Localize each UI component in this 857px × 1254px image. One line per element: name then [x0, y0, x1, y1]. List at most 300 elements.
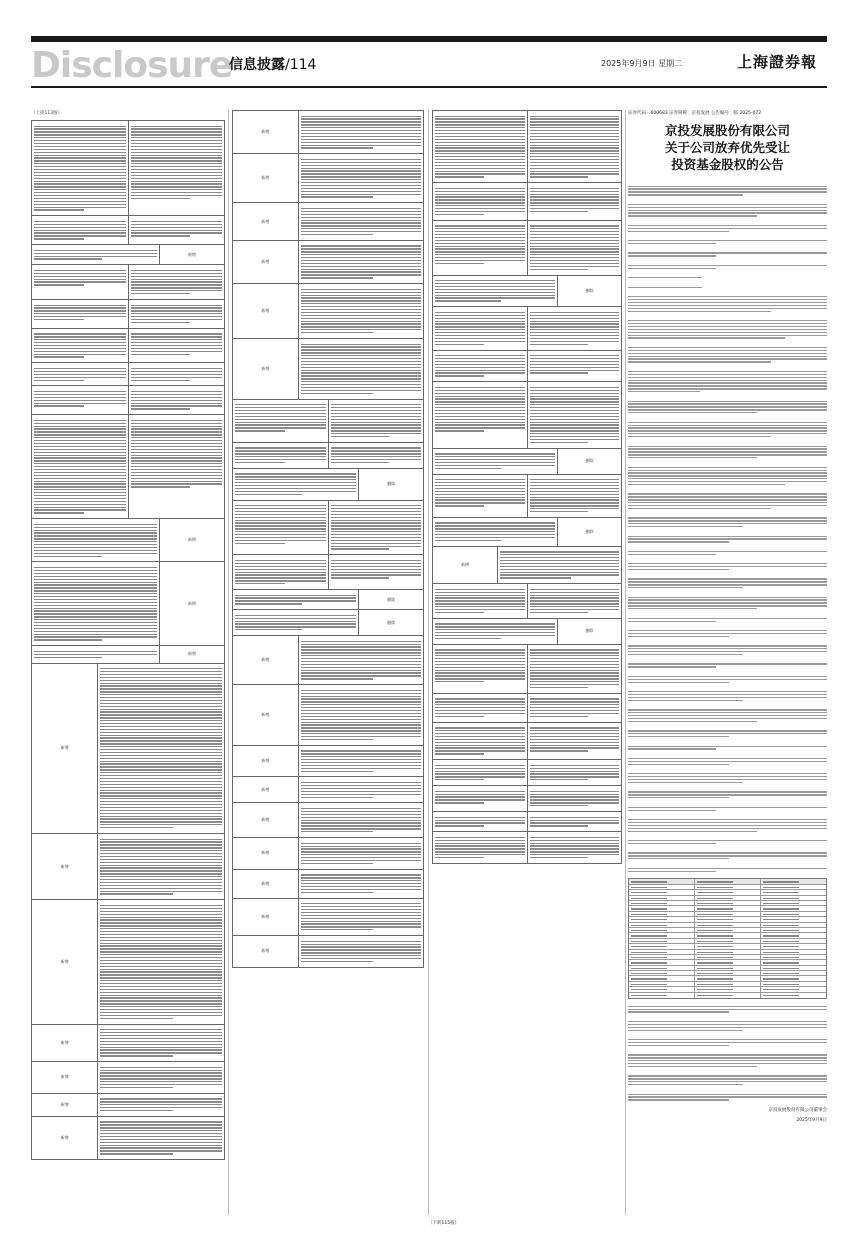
text-line	[34, 625, 157, 626]
text-line	[628, 1066, 757, 1067]
text-line	[628, 329, 827, 330]
text-line	[435, 315, 525, 316]
text-line	[435, 681, 484, 682]
text-line	[301, 162, 421, 163]
original-clause-cell	[32, 562, 159, 645]
text-line	[235, 422, 326, 423]
text-line	[435, 494, 525, 495]
text-line	[34, 169, 126, 170]
original-clause-cell	[433, 183, 527, 220]
text-line	[34, 313, 126, 314]
text-line	[34, 377, 126, 378]
text-block	[131, 331, 223, 358]
text-block	[131, 365, 223, 383]
text-line	[530, 344, 588, 345]
original-clause-cell	[32, 216, 128, 244]
text-line	[131, 305, 223, 306]
column-3	[432, 110, 622, 1215]
text-line	[301, 225, 421, 226]
text-line	[34, 605, 157, 606]
text-line	[34, 209, 84, 210]
change-label: 新增	[60, 1101, 69, 1107]
text-block	[628, 755, 827, 767]
text-line	[100, 752, 222, 753]
text-line	[100, 873, 222, 874]
financial-cell	[694, 917, 760, 921]
text-line	[34, 420, 126, 421]
text-line	[301, 188, 421, 189]
text-line	[530, 266, 620, 267]
article-paragraph	[628, 576, 827, 591]
text-block	[301, 243, 421, 281]
table-row	[433, 518, 621, 547]
revised-clause-cell	[128, 121, 225, 215]
text-line	[301, 179, 421, 180]
revised-clause-cell	[159, 646, 224, 662]
text-line	[628, 252, 827, 253]
original-clause-cell	[433, 382, 527, 447]
text-line	[100, 827, 173, 828]
text-line	[435, 121, 525, 122]
text-block	[435, 834, 525, 861]
text-line	[435, 318, 525, 319]
text-line	[131, 175, 223, 176]
text-line	[628, 255, 716, 256]
text-line	[435, 139, 525, 140]
text-line	[131, 281, 223, 282]
text-line	[34, 305, 126, 306]
text-block	[100, 1064, 222, 1091]
text-line	[131, 310, 223, 311]
original-clause-cell	[32, 519, 159, 561]
text-line	[628, 430, 827, 431]
article-paragraph	[628, 865, 827, 874]
text-line	[100, 726, 222, 727]
text-line	[34, 507, 126, 508]
text-line	[100, 1044, 222, 1045]
text-line	[100, 804, 222, 805]
revised-clause-cell	[328, 501, 424, 555]
text-line	[301, 877, 421, 878]
text-line	[301, 196, 373, 197]
text-line	[301, 378, 421, 379]
text-line	[628, 1099, 729, 1100]
text-line	[301, 678, 373, 679]
text-line	[100, 680, 222, 681]
text-line	[131, 449, 223, 450]
text-line	[628, 356, 827, 357]
text-line	[530, 422, 620, 423]
text-line	[530, 716, 588, 717]
text-block	[301, 638, 421, 682]
text-line	[435, 499, 525, 500]
text-line	[34, 495, 126, 496]
text-line	[34, 166, 126, 167]
text-line	[131, 126, 223, 127]
text-line	[131, 221, 223, 222]
text-line	[628, 721, 757, 722]
text-line	[530, 698, 620, 699]
original-clause-cell	[233, 636, 298, 684]
text-line	[100, 798, 222, 799]
text-line	[301, 222, 421, 223]
article-body-continued	[628, 1003, 827, 1103]
text-line	[301, 765, 421, 766]
text-line	[131, 230, 223, 231]
text-line	[100, 1041, 222, 1042]
text-line	[100, 668, 222, 669]
article-paragraph	[628, 222, 827, 234]
text-line	[331, 574, 422, 575]
text-block	[530, 834, 620, 861]
text-line	[331, 563, 422, 564]
original-clause-cell	[32, 245, 159, 264]
title-line-3: 投资基金股权的公告	[671, 157, 784, 172]
text-line	[628, 470, 827, 471]
text-line	[34, 163, 126, 164]
text-block	[628, 1073, 827, 1088]
text-line	[530, 393, 620, 394]
text-line	[628, 599, 827, 600]
table-row	[233, 610, 423, 636]
text-line	[100, 995, 222, 996]
table-row	[233, 838, 423, 870]
text-line	[530, 765, 620, 766]
text-line	[100, 1098, 222, 1099]
text-block	[34, 417, 126, 516]
text-line	[628, 1063, 827, 1064]
text-line	[500, 551, 619, 552]
text-line	[100, 1142, 222, 1143]
text-line	[131, 431, 223, 432]
change-label: 新增	[261, 175, 270, 181]
text-line	[100, 893, 173, 894]
text-line	[131, 160, 223, 161]
text-line	[34, 336, 126, 337]
text-line	[301, 257, 421, 258]
text-line	[435, 422, 525, 423]
text-line	[331, 520, 422, 521]
text-line	[435, 168, 525, 169]
text-line	[628, 523, 827, 524]
original-clause-cell	[433, 832, 527, 863]
text-line	[131, 163, 223, 164]
text-line	[34, 466, 126, 467]
text-line	[530, 502, 620, 503]
text-line	[435, 465, 555, 466]
text-line	[530, 410, 620, 411]
text-line	[435, 338, 525, 339]
text-line	[301, 670, 421, 671]
text-line	[34, 131, 126, 132]
text-line	[131, 172, 223, 173]
text-block	[628, 1052, 827, 1070]
article-paragraph	[628, 688, 827, 703]
text-line	[301, 387, 421, 388]
text-line	[435, 491, 525, 492]
financial-cell	[760, 976, 826, 980]
text-line	[628, 630, 827, 631]
text-line	[235, 600, 356, 601]
text-line	[34, 276, 126, 277]
text-line	[530, 338, 620, 339]
text-line	[435, 603, 525, 604]
text-line	[100, 720, 222, 721]
text-line	[628, 204, 827, 205]
text-line	[301, 785, 421, 786]
text-block	[628, 250, 827, 259]
text-line	[331, 410, 422, 411]
text-line	[628, 358, 827, 359]
text-line	[34, 183, 126, 184]
text-line	[301, 771, 373, 772]
text-line	[530, 733, 620, 734]
financial-cell	[629, 982, 694, 986]
text-line	[331, 522, 422, 523]
text-line	[530, 150, 620, 151]
text-line	[331, 459, 422, 460]
text-line	[100, 691, 222, 692]
text-line	[301, 370, 421, 371]
article-paragraph	[628, 1003, 827, 1015]
text-block	[435, 696, 525, 720]
text-line	[628, 1084, 743, 1085]
revised-clause-cell	[358, 590, 423, 609]
text-line	[301, 248, 421, 249]
text-line	[131, 339, 223, 340]
text-line	[628, 636, 729, 637]
text-line	[530, 176, 588, 177]
text-line	[500, 569, 619, 570]
table-row	[433, 812, 621, 832]
text-line	[100, 948, 222, 949]
text-line	[100, 1009, 222, 1010]
change-label: 删除	[585, 458, 594, 464]
text-line	[435, 750, 525, 751]
revised-clause-cell	[298, 339, 423, 399]
text-line	[301, 194, 421, 195]
text-line	[530, 315, 620, 316]
text-line	[131, 166, 223, 167]
table-row	[32, 329, 224, 364]
text-line	[131, 134, 223, 135]
text-line	[235, 485, 356, 486]
text-line	[301, 788, 421, 789]
text-line	[435, 396, 525, 397]
text-line	[331, 546, 422, 547]
change-label: 新增	[60, 1074, 69, 1080]
text-line	[530, 491, 620, 492]
text-line	[530, 263, 620, 264]
text-line	[301, 704, 421, 705]
change-label: 删除	[585, 287, 594, 293]
financial-cell	[694, 950, 760, 954]
text-line	[435, 468, 501, 469]
text-line	[530, 675, 620, 676]
text-line	[131, 348, 223, 349]
text-line	[34, 628, 157, 629]
text-line	[100, 1015, 222, 1016]
text-line	[301, 136, 421, 137]
text-line	[435, 765, 525, 766]
table-row	[233, 284, 423, 339]
text-line	[235, 520, 326, 521]
text-line	[301, 664, 421, 665]
text-line	[530, 750, 588, 751]
text-line	[100, 986, 222, 987]
text-line	[100, 1018, 173, 1019]
text-line	[628, 1030, 743, 1031]
text-block	[435, 185, 525, 218]
text-block	[301, 901, 421, 934]
text-block	[435, 788, 525, 806]
text-block	[628, 643, 827, 658]
original-clause-cell	[233, 111, 298, 153]
text-line	[331, 416, 422, 417]
column-2	[232, 110, 424, 1215]
text-line	[131, 128, 223, 129]
text-block	[530, 223, 620, 273]
article-paragraph	[628, 771, 827, 786]
text-line	[435, 263, 484, 264]
text-line	[435, 505, 484, 506]
text-line	[131, 137, 223, 138]
text-line	[301, 756, 421, 757]
text-line	[235, 563, 326, 564]
text-line	[331, 525, 422, 526]
revised-clause-cell	[527, 645, 622, 693]
text-line	[628, 810, 716, 811]
text-line	[628, 645, 827, 646]
text-line	[100, 1127, 222, 1128]
text-block	[100, 1096, 222, 1114]
text-line	[34, 403, 126, 404]
text-line	[34, 573, 157, 574]
original-clause-cell	[32, 386, 128, 414]
text-line	[235, 574, 326, 575]
revised-clause-cell	[298, 111, 423, 153]
text-line	[301, 768, 421, 769]
text-line	[628, 467, 827, 468]
financial-table	[628, 878, 827, 999]
text-line	[435, 791, 525, 792]
text-line	[100, 821, 222, 822]
text-line	[331, 511, 422, 512]
text-line	[100, 850, 222, 851]
text-line	[301, 271, 421, 272]
text-line	[34, 567, 157, 568]
text-line	[435, 118, 525, 119]
column-1	[31, 110, 225, 1215]
text-line	[435, 387, 525, 388]
article-paragraph	[628, 201, 827, 219]
table-row	[433, 619, 621, 645]
text-line	[435, 739, 525, 740]
text-line	[100, 685, 222, 686]
text-line	[331, 577, 390, 578]
text-line	[530, 404, 620, 405]
text-line	[34, 195, 126, 196]
original-clause-cell	[32, 1117, 97, 1159]
financial-cell	[629, 923, 694, 927]
text-line	[301, 696, 421, 697]
text-line	[301, 133, 421, 134]
text-line	[530, 840, 620, 841]
financial-cell	[760, 901, 826, 905]
text-line	[301, 926, 421, 927]
text-line	[100, 839, 222, 840]
text-line	[34, 207, 126, 208]
table-row	[433, 547, 621, 585]
text-line	[435, 459, 555, 460]
financial-cell	[760, 928, 826, 932]
text-line	[435, 370, 525, 371]
original-clause-cell	[233, 777, 298, 802]
text-line	[435, 202, 525, 203]
text-line	[331, 413, 422, 414]
text-block	[628, 661, 827, 670]
text-line	[435, 753, 484, 754]
original-clause-cell	[233, 203, 298, 240]
text-line	[301, 147, 373, 148]
text-block	[435, 586, 525, 616]
table-row	[32, 519, 224, 562]
text-line	[435, 776, 525, 777]
text-line	[435, 243, 525, 244]
text-block	[628, 688, 827, 703]
text-line	[628, 578, 827, 579]
text-line	[530, 707, 620, 708]
text-line	[301, 349, 421, 350]
text-line	[435, 372, 525, 373]
text-line	[628, 268, 716, 269]
article-title	[628, 122, 827, 173]
text-line	[331, 572, 422, 573]
text-line	[435, 358, 525, 359]
text-line	[131, 428, 223, 429]
revised-clause-cell	[128, 300, 225, 328]
text-line	[235, 511, 326, 512]
text-line	[100, 723, 222, 724]
text-line	[131, 131, 223, 132]
financial-cell	[629, 971, 694, 975]
original-clause-cell	[233, 610, 358, 635]
revised-clause-cell	[97, 834, 224, 899]
text-line	[435, 147, 525, 148]
text-line	[100, 908, 222, 909]
text-line	[34, 475, 126, 476]
text-line	[530, 482, 620, 483]
text-line	[628, 1057, 827, 1058]
text-line	[435, 142, 525, 143]
column-divider	[428, 110, 429, 1215]
text-line	[628, 541, 729, 542]
text-line	[34, 405, 84, 406]
text-line	[301, 863, 373, 864]
text-line	[628, 569, 729, 570]
text-block	[131, 417, 223, 490]
text-line	[301, 797, 373, 798]
text-line	[34, 310, 126, 311]
text-line	[34, 230, 126, 231]
text-block	[530, 696, 620, 720]
text-line	[435, 825, 484, 826]
text-line	[628, 538, 827, 539]
financial-cell	[629, 939, 694, 943]
text-line	[628, 391, 700, 392]
text-line	[301, 851, 421, 852]
text-line	[100, 1139, 222, 1140]
